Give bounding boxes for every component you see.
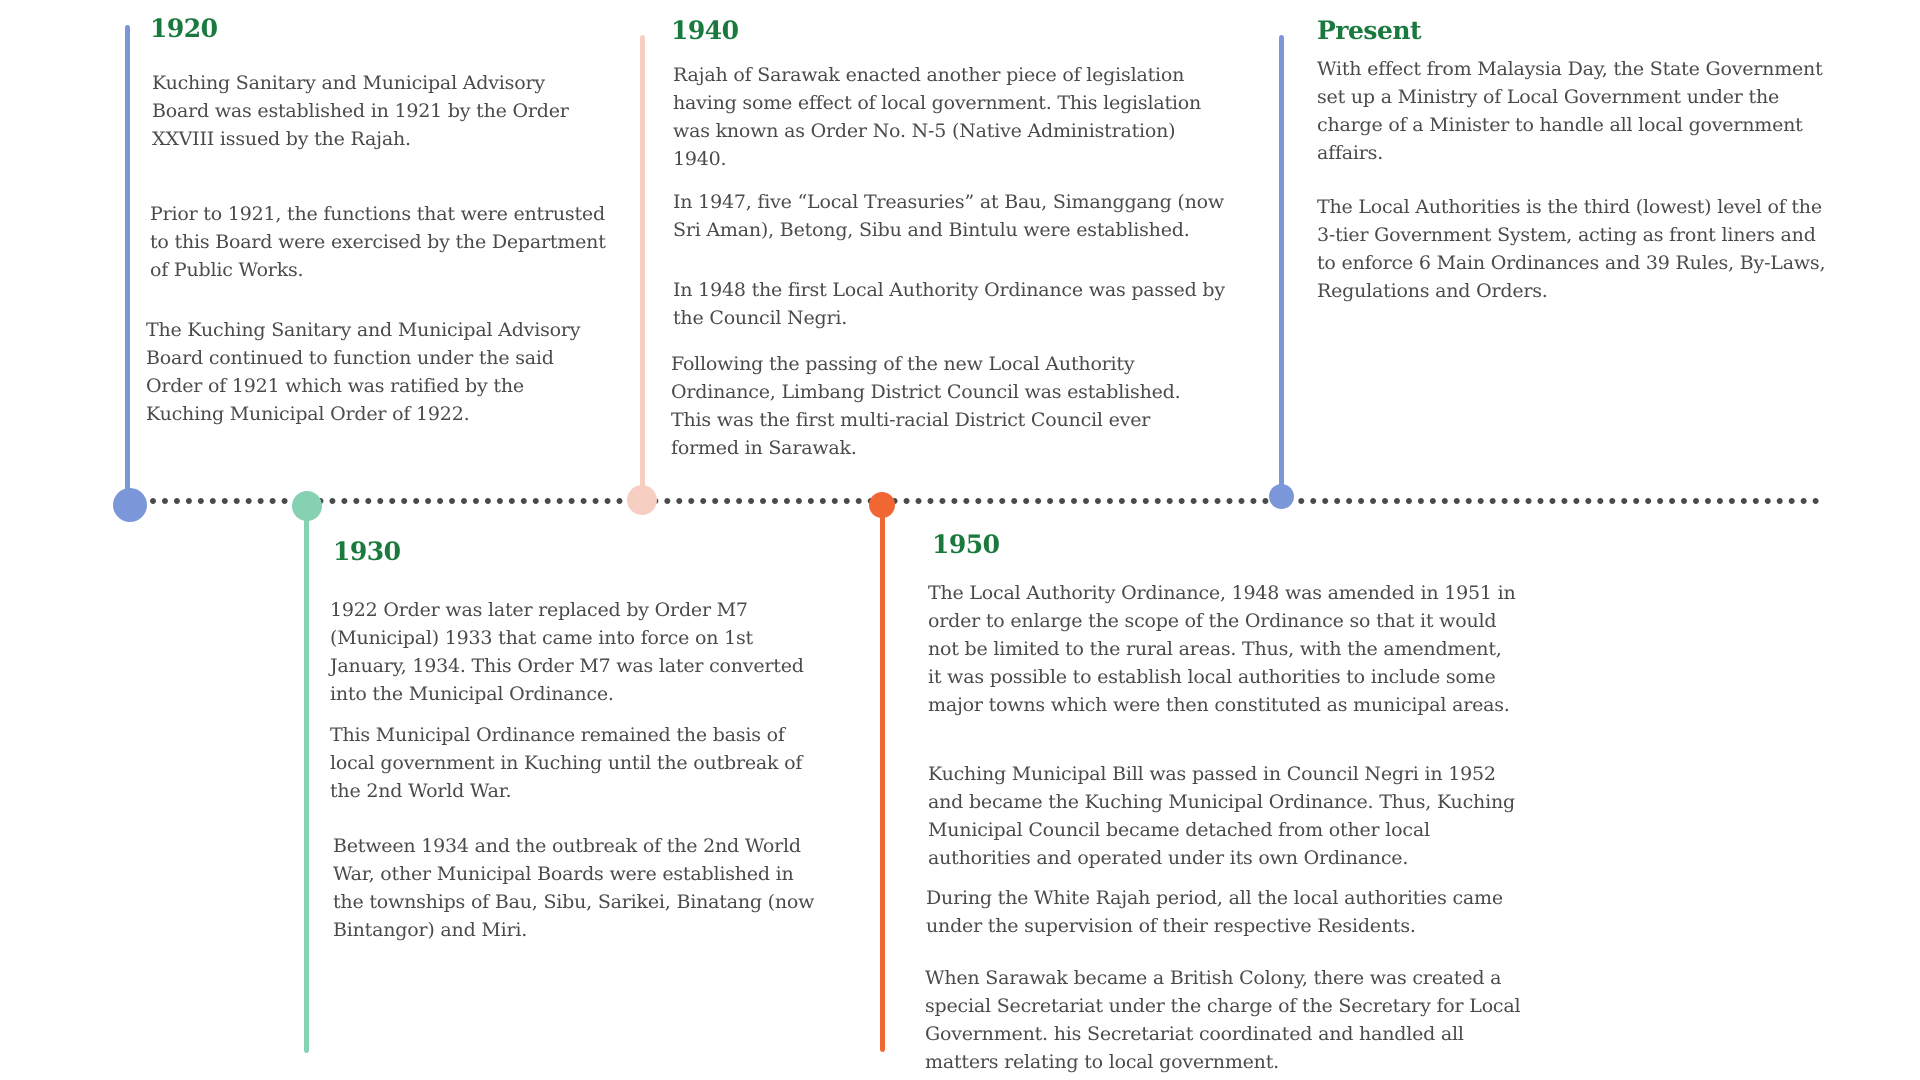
- era-1940-paragraph-1: Rajah of Sarawak enacted another piece of legislation having some effect of local government. This legislation was known as Order No. N-5 (Native Administration) 1940.: [673, 64, 1202, 170]
- era-1940-node: [627, 485, 657, 515]
- era-1950-paragraph-3: During the White Rajah period, all the local authorities came under the supervision of their respective Residents.: [926, 887, 1503, 937]
- era-1930-paragraph-2: This Municipal Ordinance remained the basis of local government in Kuching until the outbreak of the 2nd World War.: [330, 724, 803, 802]
- era-1950-node: [869, 492, 895, 518]
- era-1940-paragraph-4: Following the passing of the new Local Authority Ordinance, Limbang District Council was established. This was the first multi-racial District Council ever formed in Sarawak.: [671, 353, 1181, 459]
- era-present-stem: [1279, 35, 1284, 492]
- era-1950-paragraph-4: When Sarawak became a British Colony, there was created a special Secretariat under the charge of the Secretary for Local Government. his Secretariat coordinated and handled all matters relating to local government.: [925, 967, 1521, 1073]
- era-1940-paragraph-2: In 1947, five “Local Treasuries” at Bau, Simanggang (now Sri Aman), Betong, Sibu and Bintulu were established.: [673, 191, 1224, 241]
- era-1940-paragraph-3: In 1948 the first Local Authority Ordinance was passed by the Council Negri.: [673, 279, 1225, 329]
- era-1930-paragraph-1: 1922 Order was later replaced by Order M7 (Municipal) 1933 that came into force on 1st January, 1934. This Order M7 was later converted into the Municipal Ordinance.: [330, 599, 804, 705]
- era-1930-node: [292, 491, 322, 521]
- era-1950-year: 1950: [932, 530, 1000, 559]
- era-1920-stem: [125, 25, 130, 505]
- era-1920-node: [113, 488, 147, 522]
- era-1950-paragraph-1: The Local Authority Ordinance, 1948 was amended in 1951 in order to enlarge the scope of the Ordinance so that it would not be limited to the rural areas. Thus, with the amendment, it was possible to establish local authorities to include some major towns which were then constituted as municipal areas.: [928, 582, 1516, 716]
- era-1950-stem: [880, 505, 885, 1052]
- present-paragraph-2: The Local Authorities is the third (lowest) level of the 3-tier Government System, acting as front liners and to enforce 6 Main Ordinances and 39 Rules, By-Laws, Regulations and Orders.: [1317, 196, 1826, 302]
- era-1930-year: 1930: [333, 537, 401, 566]
- era-1920-paragraph-1: Kuching Sanitary and Municipal Advisory Board was established in 1921 by the Order XXVIII issued by the Rajah.: [152, 72, 569, 150]
- era-1920-year: 1920: [150, 14, 218, 43]
- era-present-year: Present: [1317, 16, 1422, 45]
- era-1930-stem: [304, 500, 309, 1053]
- era-1940-year: 1940: [671, 16, 739, 45]
- era-1920-paragraph-3: The Kuching Sanitary and Municipal Advisory Board continued to function under the said Order of 1921 which was ratified by the Kuching Municipal Order of 1922.: [146, 319, 581, 425]
- timeline-axis: [150, 498, 1820, 504]
- era-1940-stem: [640, 35, 645, 495]
- era-1930-paragraph-3: Between 1934 and the outbreak of the 2nd World War, other Municipal Boards were established in the townships of Bau, Sibu, Sarikei, Binatang (now Bintangor) and Miri.: [333, 835, 815, 941]
- era-present-node: [1269, 484, 1294, 509]
- present-paragraph-1: With effect from Malaysia Day, the State Government set up a Ministry of Local Government under the charge of a Minister to handle all local government affairs.: [1317, 58, 1823, 164]
- era-1920-paragraph-2: Prior to 1921, the functions that were entrusted to this Board were exercised by the Department of Public Works.: [150, 203, 606, 281]
- era-1950-paragraph-2: Kuching Municipal Bill was passed in Council Negri in 1952 and became the Kuching Municipal Ordinance. Thus, Kuching Municipal Council became detached from other local authorities and operated under its own Ordinance.: [928, 763, 1515, 869]
